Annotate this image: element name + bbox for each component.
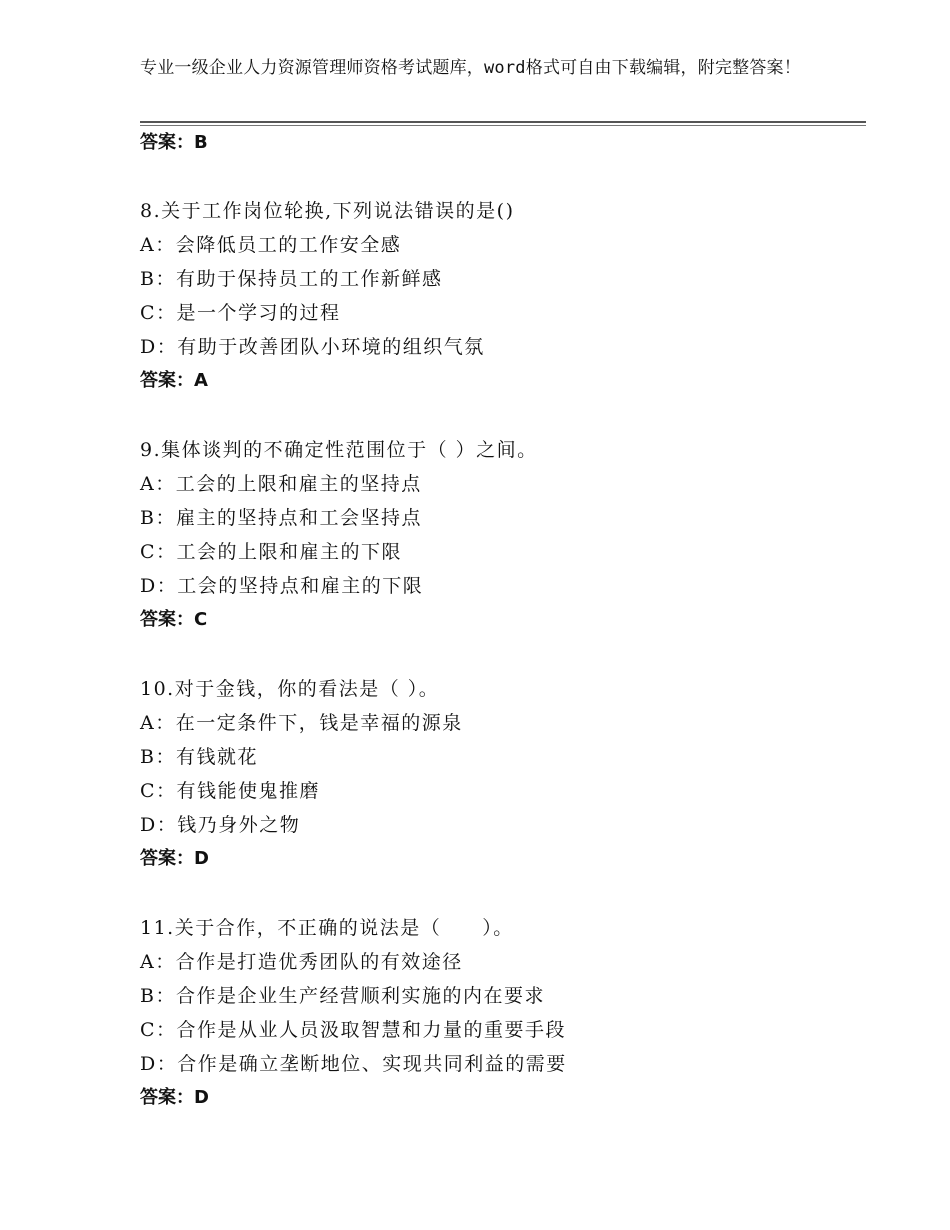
document-header: 专业一级企业人力资源管理师资格考试题库，word格式可自由下载编辑，附完整答案！	[140, 58, 801, 78]
option-b: B：有钱就花	[140, 746, 258, 768]
option-d: D：工会的坚持点和雇主的下限	[140, 575, 424, 597]
question-stem: 8.关于工作岗位轮换,下列说法错误的是()	[140, 200, 515, 222]
option-c: C：是一个学习的过程	[140, 302, 341, 324]
answer: 答案：C	[140, 609, 208, 630]
top-answer: 答案：B	[140, 132, 208, 153]
option-d: D：钱乃身外之物	[140, 814, 301, 836]
header-divider-thick	[140, 121, 866, 123]
answer: 答案：D	[140, 848, 209, 869]
question-stem: 9.集体谈判的不确定性范围位于（ ）之间。	[140, 439, 538, 461]
header-divider-thin	[140, 125, 866, 126]
option-b: B：有助于保持员工的工作新鲜感	[140, 268, 443, 290]
question-stem: 11.关于合作，不正确的说法是（ ）。	[140, 917, 514, 939]
option-a: A：在一定条件下，钱是幸福的源泉	[140, 712, 463, 734]
option-c: C：工会的上限和雇主的下限	[140, 541, 403, 563]
option-d: D：有助于改善团队小环境的组织气氛	[140, 336, 485, 358]
option-c: C：有钱能使鬼推磨	[140, 780, 321, 802]
question-9	[140, 433, 860, 637]
option-a: A：合作是打造优秀团队的有效途径	[140, 951, 463, 973]
option-d: D：合作是确立垄断地位、实现共同利益的需要	[140, 1053, 567, 1075]
answer: 答案：A	[140, 370, 208, 391]
option-c: C：合作是从业人员汲取智慧和力量的重要手段	[140, 1019, 567, 1041]
answer: 答案：D	[140, 1087, 209, 1108]
option-a: A：工会的上限和雇主的坚持点	[140, 473, 422, 495]
question-8	[140, 194, 860, 398]
option-a: A：会降低员工的工作安全感	[140, 234, 402, 256]
question-11	[140, 911, 860, 1115]
option-b: B：雇主的坚持点和工会坚持点	[140, 507, 422, 529]
question-stem: 10.对于金钱，你的看法是（ ）。	[140, 678, 440, 700]
question-10	[140, 672, 860, 876]
option-b: B：合作是企业生产经营顺利实施的内在要求	[140, 985, 545, 1007]
